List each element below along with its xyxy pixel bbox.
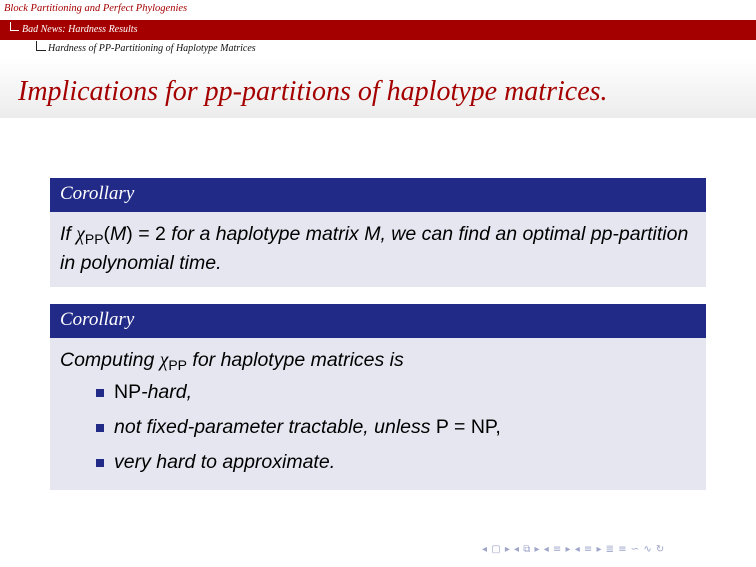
breadcrumb-level3[interactable] (0, 40, 756, 58)
square-bullet-icon (96, 389, 104, 397)
item-end: , (495, 416, 501, 438)
corollary-block-2 (50, 304, 706, 490)
square-bullet-icon (96, 424, 104, 432)
intro-suffix: for haplotype matrices is (187, 349, 404, 371)
text-rest-2: , we can find an optimal pp-partition in polynomial time. (60, 223, 689, 274)
chi-subscript: PP (84, 231, 104, 247)
block-body (50, 338, 706, 490)
text-if: If (60, 223, 77, 245)
chi-symbol: χ (159, 350, 169, 371)
frame-title: Implications for pp-partitions of haplotype matrices. (18, 76, 608, 107)
tree-hook-icon (10, 22, 19, 31)
np-term: NP (114, 381, 142, 403)
equals-two: ) = 2 (126, 223, 166, 245)
corollary-list (60, 375, 696, 480)
np-term: NP (470, 416, 496, 438)
matrix-var: M (110, 223, 127, 245)
list-item (96, 445, 696, 480)
square-bullet-icon (96, 459, 104, 467)
text-rest-1: for a haplotype matrix (165, 223, 365, 245)
breadcrumb-level2-label: Bad News: Hardness Results (22, 24, 138, 35)
list-item (96, 410, 696, 445)
list-item (96, 375, 696, 410)
item-text: very hard to approximate. (114, 451, 336, 473)
open-paren: ( (103, 223, 111, 245)
breadcrumb-level2[interactable] (0, 20, 756, 40)
tree-hook-icon (36, 41, 46, 51)
chi-subscript: PP (168, 357, 187, 373)
corollary-block-1 (50, 178, 706, 287)
intro-prefix: Computing (60, 349, 160, 371)
beamer-navigation-bar[interactable]: ◂ ▢ ▸ ◂ ⧉ ▸ ◂ ≡ ▸ ◂ ≡ ▸ ≣ ≡ ∽ ∿ ↻ (482, 544, 665, 555)
breadcrumb-level1-label: Block Partitioning and Perfect Phylogenies (4, 3, 188, 14)
matrix-var-2: M (364, 223, 381, 245)
breadcrumb-level3-label: Hardness of PP-Partitioning of Haplotype Matrices (48, 43, 256, 54)
chi-symbol: χ (76, 224, 85, 245)
intro-line (60, 346, 696, 375)
equals-sign: = (448, 416, 471, 438)
block-body (50, 212, 706, 287)
p-term: P (435, 416, 449, 438)
block-title: Corollary (50, 178, 706, 212)
item-text: not fixed-parameter tractable, unless (114, 416, 436, 438)
breadcrumb-level1[interactable] (0, 0, 756, 20)
item-text: -hard, (141, 381, 193, 403)
block-title: Corollary (50, 304, 706, 338)
